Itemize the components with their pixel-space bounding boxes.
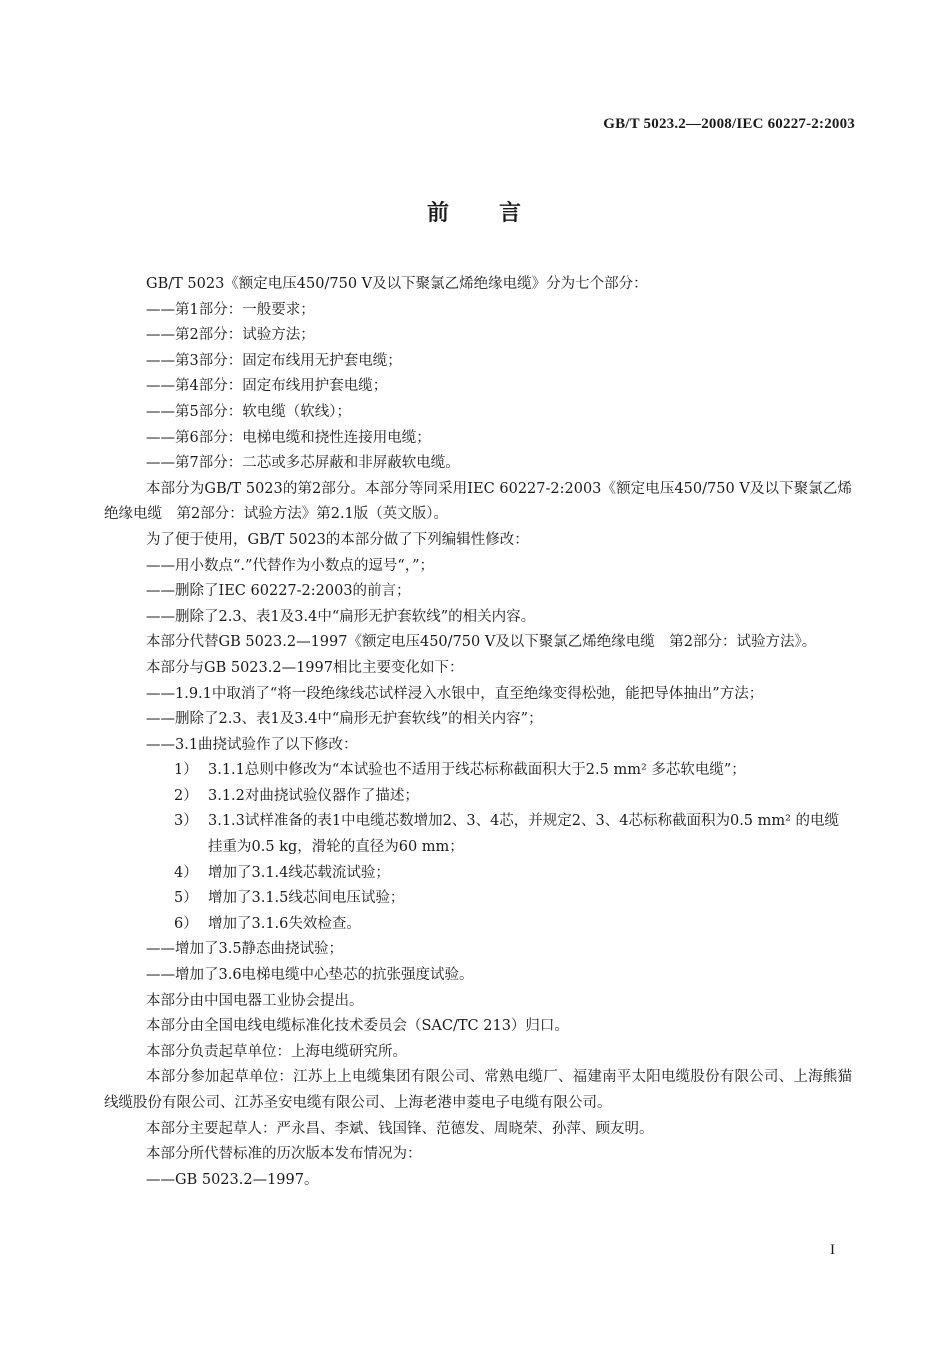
change-list-item: ——3.1曲挠试验作了以下修改： bbox=[146, 736, 358, 753]
sub-change-item bbox=[104, 861, 852, 887]
edit-list-item: ——删除了IEC 60227-2:2003的前言； bbox=[146, 583, 411, 600]
edit-list-item: ——删除了2.3、表1及3.4中“扁形无护套软线”的相关内容。 bbox=[146, 608, 536, 625]
part-list-item: ——第3部分：固定布线用无护套电缆； bbox=[146, 352, 402, 369]
history-list-item: ——GB 5023.2—1997。 bbox=[146, 1171, 319, 1188]
part-list-item: ——第6部分：电梯电缆和挠性连接用电缆； bbox=[146, 429, 431, 446]
edit-intro-paragraph: 为了便于使用，GB/T 5023的本部分做了下列编辑性修改： bbox=[146, 531, 529, 548]
sub-change-text: 增加了3.1.5线芯间电压试验； bbox=[208, 890, 405, 907]
change-list-item: ——增加了3.5静态曲挠试验； bbox=[146, 941, 344, 958]
part-list-item: ——第7部分：二芯或多芯屏蔽和非屏蔽软电缆。 bbox=[146, 455, 460, 472]
sub-change-text: 3.1.3试样准备的表1中电缆芯数增加2、3、4芯，并规定2、3、4芯标称截面积为0.5 mm² 的电缆挂重为0.5 kg，滑轮的直径为60 mm； bbox=[208, 813, 840, 856]
sub-change-item bbox=[104, 912, 852, 938]
foreword-body bbox=[104, 272, 852, 1193]
page-number: I bbox=[830, 1242, 835, 1258]
change-list-item: ——增加了3.6电梯电缆中心垫芯的抗张强度试验。 bbox=[146, 967, 474, 984]
replaces-paragraph: 本部分代替GB 5023.2—1997《额定电压450/750 V及以下聚氯乙烯绝缘电缆 第2部分：试验方法》。 bbox=[146, 634, 817, 651]
sub-change-item bbox=[104, 758, 852, 784]
participants-paragraph: 本部分参加起草单位：江苏上上电缆集团有限公司、常熟电缆厂、福建南平太阳电缆股份有限公司、上海熊猫线缆股份有限公司、江苏圣安电缆有限公司、上海老港申菱电子电缆有限公司。 bbox=[104, 1069, 852, 1111]
sub-change-text: 3.1.2对曲挠试验仪器作了描述； bbox=[208, 787, 419, 804]
centralized-by-paragraph: 本部分由全国电线电缆标准化技术委员会（SAC/TC 213）归口。 bbox=[146, 1018, 569, 1035]
sub-change-text: 3.1.1总则中修改为“本试验也不适用于线芯标称截面积大于2.5 mm² 多芯软电缆”； bbox=[208, 762, 746, 779]
adoption-paragraph: 本部分为GB/T 5023的第2部分。本部分等同采用IEC 60227-2:2003《额定电压450/750 V及以下聚氯乙烯绝缘电缆 第2部分：试验方法》第2.1版（英文版）。 bbox=[104, 480, 852, 523]
part-list-item: ——第2部分：试验方法； bbox=[146, 327, 315, 344]
drafters-paragraph: 本部分主要起草人：严永昌、李斌、钱国锋、范德发、周晓荣、孙萍、顾友明。 bbox=[146, 1120, 654, 1137]
sub-change-text: 增加了3.1.4线芯载流试验； bbox=[208, 864, 390, 881]
sub-change-item bbox=[104, 809, 852, 860]
history-intro-paragraph: 本部分所代替标准的历次版本发布情况为： bbox=[146, 1146, 422, 1163]
standard-number-header: GB/T 5023.2—2008/IEC 60227-2:2003 bbox=[603, 116, 855, 132]
proposed-by-paragraph: 本部分由中国电器工业协会提出。 bbox=[146, 992, 364, 1009]
sub-change-item bbox=[104, 784, 852, 810]
sub-change-number: 5） bbox=[174, 890, 198, 907]
intro-paragraph: GB/T 5023《额定电压450/750 V及以下聚氯乙烯绝缘电缆》分为七个部分： bbox=[146, 276, 648, 292]
sub-change-number: 1） bbox=[174, 762, 198, 779]
sub-change-number: 2） bbox=[174, 787, 198, 804]
change-list-item: ——删除了2.3、表1及3.4中“扁形无护套软线”的相关内容”； bbox=[146, 711, 543, 728]
sub-change-text: 增加了3.1.6失效检查。 bbox=[208, 915, 361, 932]
sub-change-number: 6） bbox=[174, 915, 198, 932]
part-list-item: ——第4部分：固定布线用护套电缆； bbox=[146, 378, 388, 395]
edit-list-item: ——用小数点“.”代替作为小数点的逗号“，”； bbox=[146, 557, 435, 574]
sub-change-number: 3） bbox=[174, 813, 198, 830]
sub-change-number: 4） bbox=[174, 864, 198, 881]
part-list-item: ——第5部分：软电缆（软线）； bbox=[146, 403, 351, 420]
changes-intro-paragraph: 本部分与GB 5023.2—1997相比主要变化如下： bbox=[146, 659, 464, 676]
drafting-unit-paragraph: 本部分负责起草单位：上海电缆研究所。 bbox=[146, 1043, 407, 1060]
part-list-item: ——第1部分：一般要求； bbox=[146, 301, 315, 318]
page-title: 前 言 bbox=[426, 201, 523, 226]
change-list-item: ——1.9.1中取消了“将一段绝缘线芯试样浸入水银中，直至绝缘变得松弛，能把导体抽出”方法； bbox=[146, 685, 764, 702]
sub-change-item bbox=[104, 886, 852, 912]
